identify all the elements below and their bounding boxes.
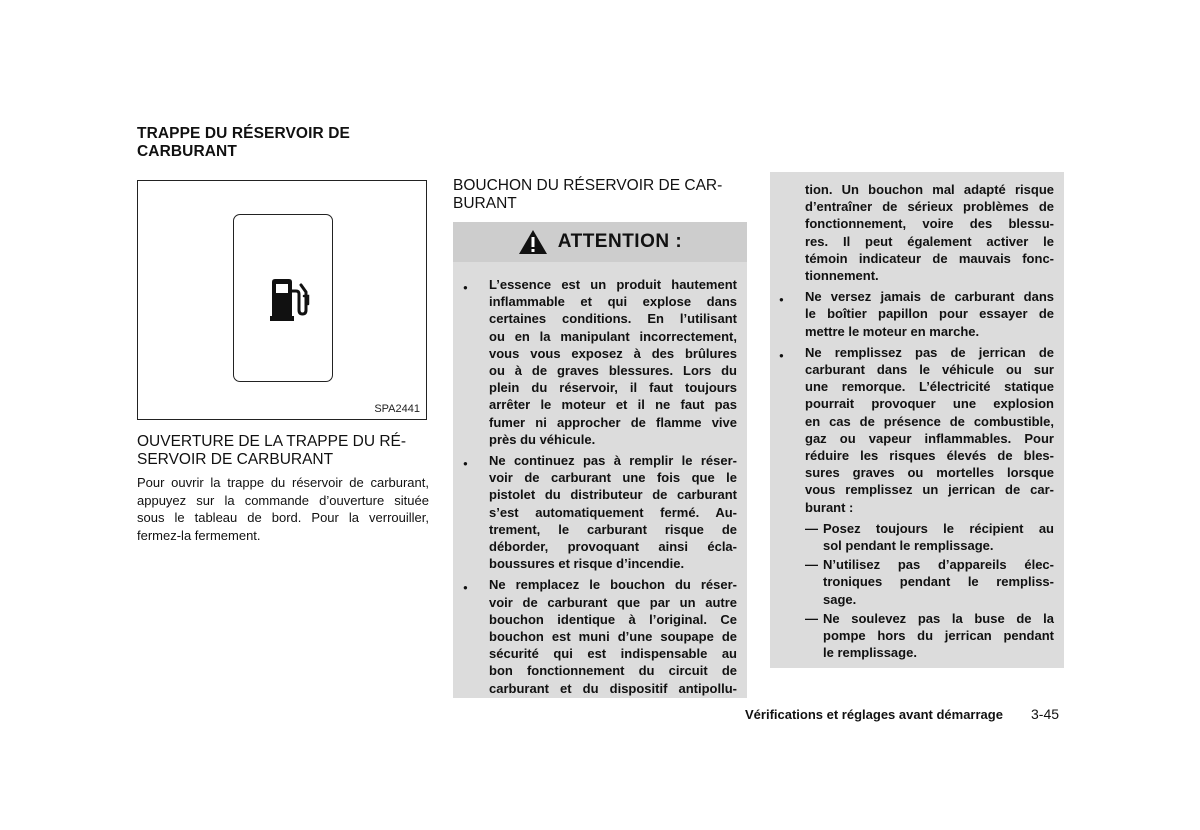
warning-line: voir de carburant que par un autre: [489, 594, 737, 610]
warning-line: sures graves ou mortelles lorsque: [805, 465, 1054, 481]
attention-header: [453, 222, 747, 262]
heading-line: BURANT: [453, 195, 517, 212]
warning-line: pompe hors du jerrican pendant: [823, 628, 1054, 644]
warning-line: d’entraîner de sérieux problèmes de: [805, 199, 1054, 215]
body-line: Pour ouvrir la trappe du réservoir de carburant,: [137, 475, 429, 490]
bullet-dot: ●: [779, 350, 784, 360]
warning-line: Ne remplacez le bouchon du réser-: [489, 577, 737, 593]
warning-line: res. Il peut également activer le: [805, 233, 1054, 249]
section-title-line: TRAPPE DU RÉSERVOIR DE: [137, 125, 350, 142]
fuel-door-opening-heading: [137, 433, 406, 469]
body-line: fermez-la fermement.: [137, 527, 261, 543]
bullet-dot: ●: [463, 283, 468, 292]
warning-line: burant :: [805, 499, 854, 515]
warning-line: bouchon est muni d’une soupape de: [489, 629, 737, 645]
warning-column-middle: [453, 262, 747, 698]
page-number: 3-45: [1031, 706, 1060, 722]
warning-line: sécurité qui est indispensable au: [489, 646, 737, 662]
warning-line: vous remplissez un jerrican de car-: [805, 482, 1054, 498]
warning-line: boussures et risque d’incendie.: [489, 556, 685, 572]
heading-line: BOUCHON DU RÉSERVOIR DE CAR-: [453, 177, 723, 194]
fuel-cap-heading: [453, 177, 722, 213]
warning-line: inflammable et qui explose dans: [489, 294, 737, 310]
warning-line: L’essence est un produit hautement: [489, 277, 737, 292]
warning-line: une remorque. L’électricité statique: [805, 379, 1054, 395]
warning-item: [779, 344, 1054, 516]
fuel-door-illustration: [233, 214, 333, 382]
warning-line: fonctionnement, voire des blessu-: [805, 216, 1054, 232]
warning-line: ou en la manipulant incorrectement,: [489, 328, 737, 344]
warning-line: en cas de présence de combustible,: [805, 413, 1054, 429]
heading-line: OUVERTURE DE LA TRAPPE DU RÉ-: [137, 433, 407, 450]
warning-line: gaz ou vapeur inflammables. Pour: [805, 430, 1054, 446]
warning-line: sage.: [823, 591, 857, 607]
warning-line: déborder, provoquant ainsi écla-: [489, 539, 737, 555]
warning-column-right: [770, 172, 1064, 668]
dash-item: [805, 556, 1054, 608]
fuel-door-figure: [137, 180, 427, 420]
section-title-line: CARBURANT: [137, 143, 237, 160]
warning-line: sol pendant le remplissage.: [823, 538, 994, 554]
warning-line: fumer ni approcher de flamme vive: [489, 414, 737, 430]
warning-line: vous vous exposez à des brûlures: [489, 345, 737, 361]
warning-line: Ne versez jamais de carburant dans: [805, 289, 1054, 305]
warning-line: près du véhicule.: [489, 431, 596, 447]
warning-line: ou à de graves blessures. Lors du: [489, 363, 737, 379]
warning-line: plein du réservoir, il faut toujours: [489, 380, 737, 396]
dash-symbol: —: [805, 520, 818, 536]
figure-id: SPA2441: [374, 403, 420, 415]
bullet-dot: ●: [779, 295, 784, 305]
warning-line: Ne soulevez pas la buse de la: [823, 610, 1054, 626]
footer-chapter-title: Vérifications et réglages avant démarrage: [745, 707, 1003, 722]
warning-line: témoin indicateur de mauvais fonc-: [805, 250, 1054, 266]
warning-item: [463, 452, 737, 572]
heading-line: SERVOIR DE CARBURANT: [137, 451, 334, 468]
dash-list: [805, 520, 1054, 662]
warning-line: pourrait provoquer une explosion: [805, 396, 1054, 412]
warning-line: bouchon identique à l’original. Ce: [489, 611, 737, 627]
warning-item: [463, 276, 737, 448]
warning-line: N’utilisez pas d’appareils élec-: [823, 557, 1054, 573]
dash-item: [805, 610, 1054, 662]
dash-symbol: —: [805, 557, 818, 573]
dash-item: [805, 520, 1054, 554]
bullet-dot: ●: [463, 459, 468, 469]
warning-line: carburant dans le véhicule ou sur: [805, 362, 1054, 378]
bullet-dot: ●: [463, 583, 468, 593]
warning-item: [779, 288, 1054, 340]
warning-line: Posez toujours le récipient au: [823, 520, 1054, 536]
section-title: [137, 125, 437, 161]
warning-item: [463, 576, 737, 696]
warning-line: bon fonctionnement du circuit de: [489, 663, 737, 679]
warning-line: le boîtier papillon pour essayer de: [805, 306, 1054, 322]
warning-line: Ne remplissez pas de jerrican de: [805, 344, 1054, 360]
fuel-door-opening-text: [137, 474, 429, 544]
warning-line: tionnement.: [805, 268, 879, 284]
warning-line: pistolet du distributeur de carburant: [489, 487, 737, 503]
warning-line: mettre le moteur en marche.: [805, 323, 980, 339]
warning-line: certaines conditions. En l’utilisant: [489, 311, 737, 327]
warning-line: trement, le carburant risque de: [489, 521, 737, 537]
warning-line: réduire les risques élevés de bles-: [805, 448, 1054, 464]
warning-line: carburant et du dispositif antipollu-: [489, 680, 737, 696]
warning-line: tion. Un bouchon mal adapté risque: [805, 182, 1054, 197]
warning-line: voir de carburant une fois que le: [489, 470, 737, 486]
warning-line: Ne continuez pas à remplir le réser-: [489, 453, 737, 469]
body-line: sous le tableau de bord. Pour la verrouiller,: [137, 510, 429, 525]
warning-line: s’est automatiquement fermé. Au-: [489, 504, 737, 520]
warning-line: troniques pendant le rempliss-: [823, 574, 1054, 590]
body-line: appuyez sur la commande d’ouverture située: [137, 492, 429, 508]
attention-label: ATTENTION :: [557, 231, 683, 252]
dash-symbol: —: [805, 610, 818, 626]
warning-line: le remplissage.: [823, 645, 917, 661]
fuel-pump-icon: [268, 278, 312, 324]
warning-triangle-icon: [518, 229, 548, 255]
warning-line: arrêter le moteur et il ne faut pas: [489, 397, 737, 413]
warning-continuation: [805, 181, 1054, 284]
